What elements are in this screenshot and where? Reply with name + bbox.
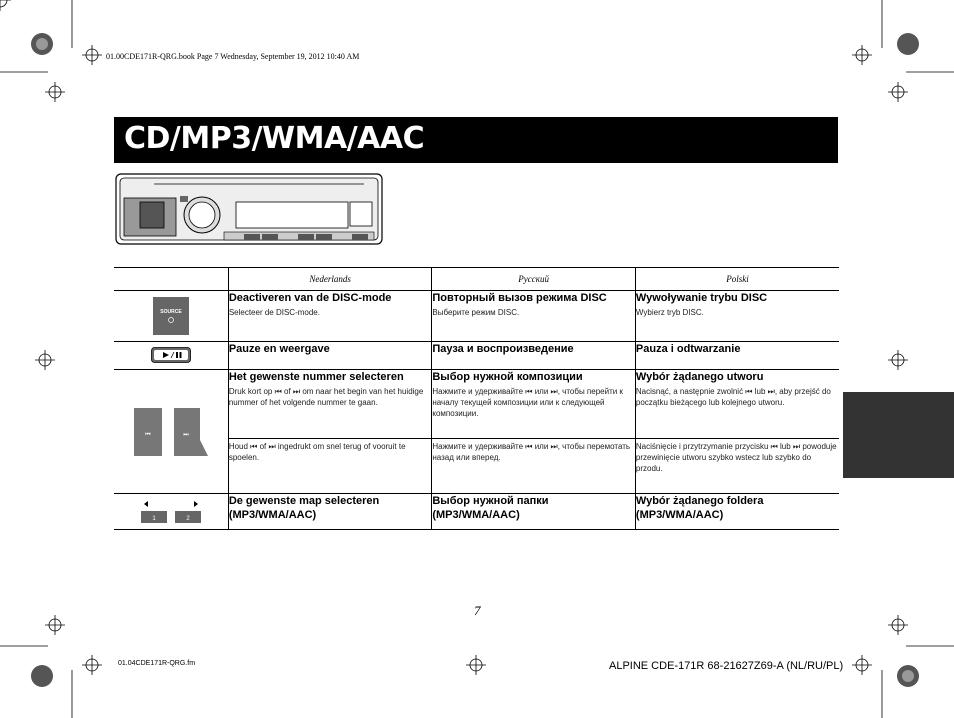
ru-desc: Выберите режим DISC.: [432, 308, 520, 317]
nl-desc-hold: Houd ⏮ of ⏭ ingedrukt om snel terug of vooruit te spoelen.: [228, 442, 406, 462]
table-row: [114, 291, 839, 342]
table-row: [114, 370, 839, 439]
column-header-nl: Nederlands: [228, 268, 432, 291]
folder-down-label: 1: [152, 515, 156, 522]
function-table: [114, 267, 839, 530]
pl-heading: Wybór żądanego utworu: [635, 371, 764, 383]
nl-heading: Het gewenste nummer selecteren: [228, 371, 404, 383]
source-button-text: SOURCE: [160, 309, 182, 315]
nl-heading: De gewenste map selecteren (MP3/WMA/AAC): [228, 495, 380, 521]
column-header-pl: Polski: [635, 268, 839, 291]
nl-heading: Deactiveren van de DISC-mode: [228, 292, 392, 304]
table-row: [114, 494, 839, 530]
nl-desc-press: Druk kort op ⏮ of ⏭ om naar het begin van het huidige nummer of het volgende nummer te gaan.: [228, 387, 424, 407]
ru-heading: Пауза и воспроизведение: [432, 343, 574, 355]
play-pause-button-icon: [151, 347, 191, 363]
ru-desc-press: Нажмите и удерживайте ⏮ или ⏭, чтобы перейти к началу текущей композиции или к следующей композиции.: [432, 387, 623, 418]
pl-desc-hold: Naciśnięcie i przytrzymanie przycisku ⏮ lub ⏭ powoduje przewinięcie utworu szybko wstecz lub szybko do przodu.: [635, 442, 837, 473]
footer-model: ALPINE CDE-171R 68-21627Z69-A (NL/RU/PL): [609, 660, 844, 672]
footer-filename: 01.04CDE171R-QRG.fm: [118, 660, 196, 667]
source-button-icon: [153, 297, 189, 335]
pl-heading: Pauza i odtwarzanie: [635, 343, 741, 355]
header-empty: [114, 268, 228, 291]
book-header: 01.00CDE171R-QRG.book Page 7 Wednesday, September 19, 2012 10:40 AM: [106, 52, 360, 61]
svg-text:⏭: ⏭: [183, 430, 189, 438]
ru-heading: Повторный вызов режима DISC: [432, 292, 607, 304]
ru-heading: Выбор нужной композиции: [432, 371, 583, 383]
ru-heading: Выбор нужной папки (MP3/WMA/AAC): [432, 495, 549, 521]
page-title: CD/MP3/WMA/AAC: [124, 121, 425, 156]
nl-heading: Pauze en weergave: [228, 343, 330, 355]
pl-heading: Wybór żądanego foldera (MP3/WMA/AAC): [635, 495, 764, 521]
folder-buttons-icon: [141, 500, 201, 524]
pl-desc-press: Nacisnąć, a następnie zwolnić ⏮ lub ⏭, aby przejść do początku bieżącego lub kolejnego utworu.: [635, 387, 831, 407]
folder-up-label: 2: [186, 515, 190, 522]
column-header-ru: Русский: [432, 268, 636, 291]
pl-desc: Wybierz tryb DISC.: [635, 308, 704, 317]
pl-heading: Wywoływanie trybu DISC: [635, 292, 768, 304]
table-header-row: [114, 268, 839, 291]
side-tab: [843, 392, 954, 478]
nl-desc: Selecteer de DISC-mode.: [228, 308, 320, 317]
prev-next-buttons-icon: [134, 406, 208, 458]
page-number: 7: [474, 603, 481, 618]
head-unit-illustration: [114, 172, 384, 246]
ru-desc-hold: Нажмите и удерживайте ⏮ или ⏭, чтобы перемотать назад или вперед.: [432, 442, 631, 462]
table-row: [114, 342, 839, 370]
svg-text:⏮: ⏮: [145, 430, 151, 438]
